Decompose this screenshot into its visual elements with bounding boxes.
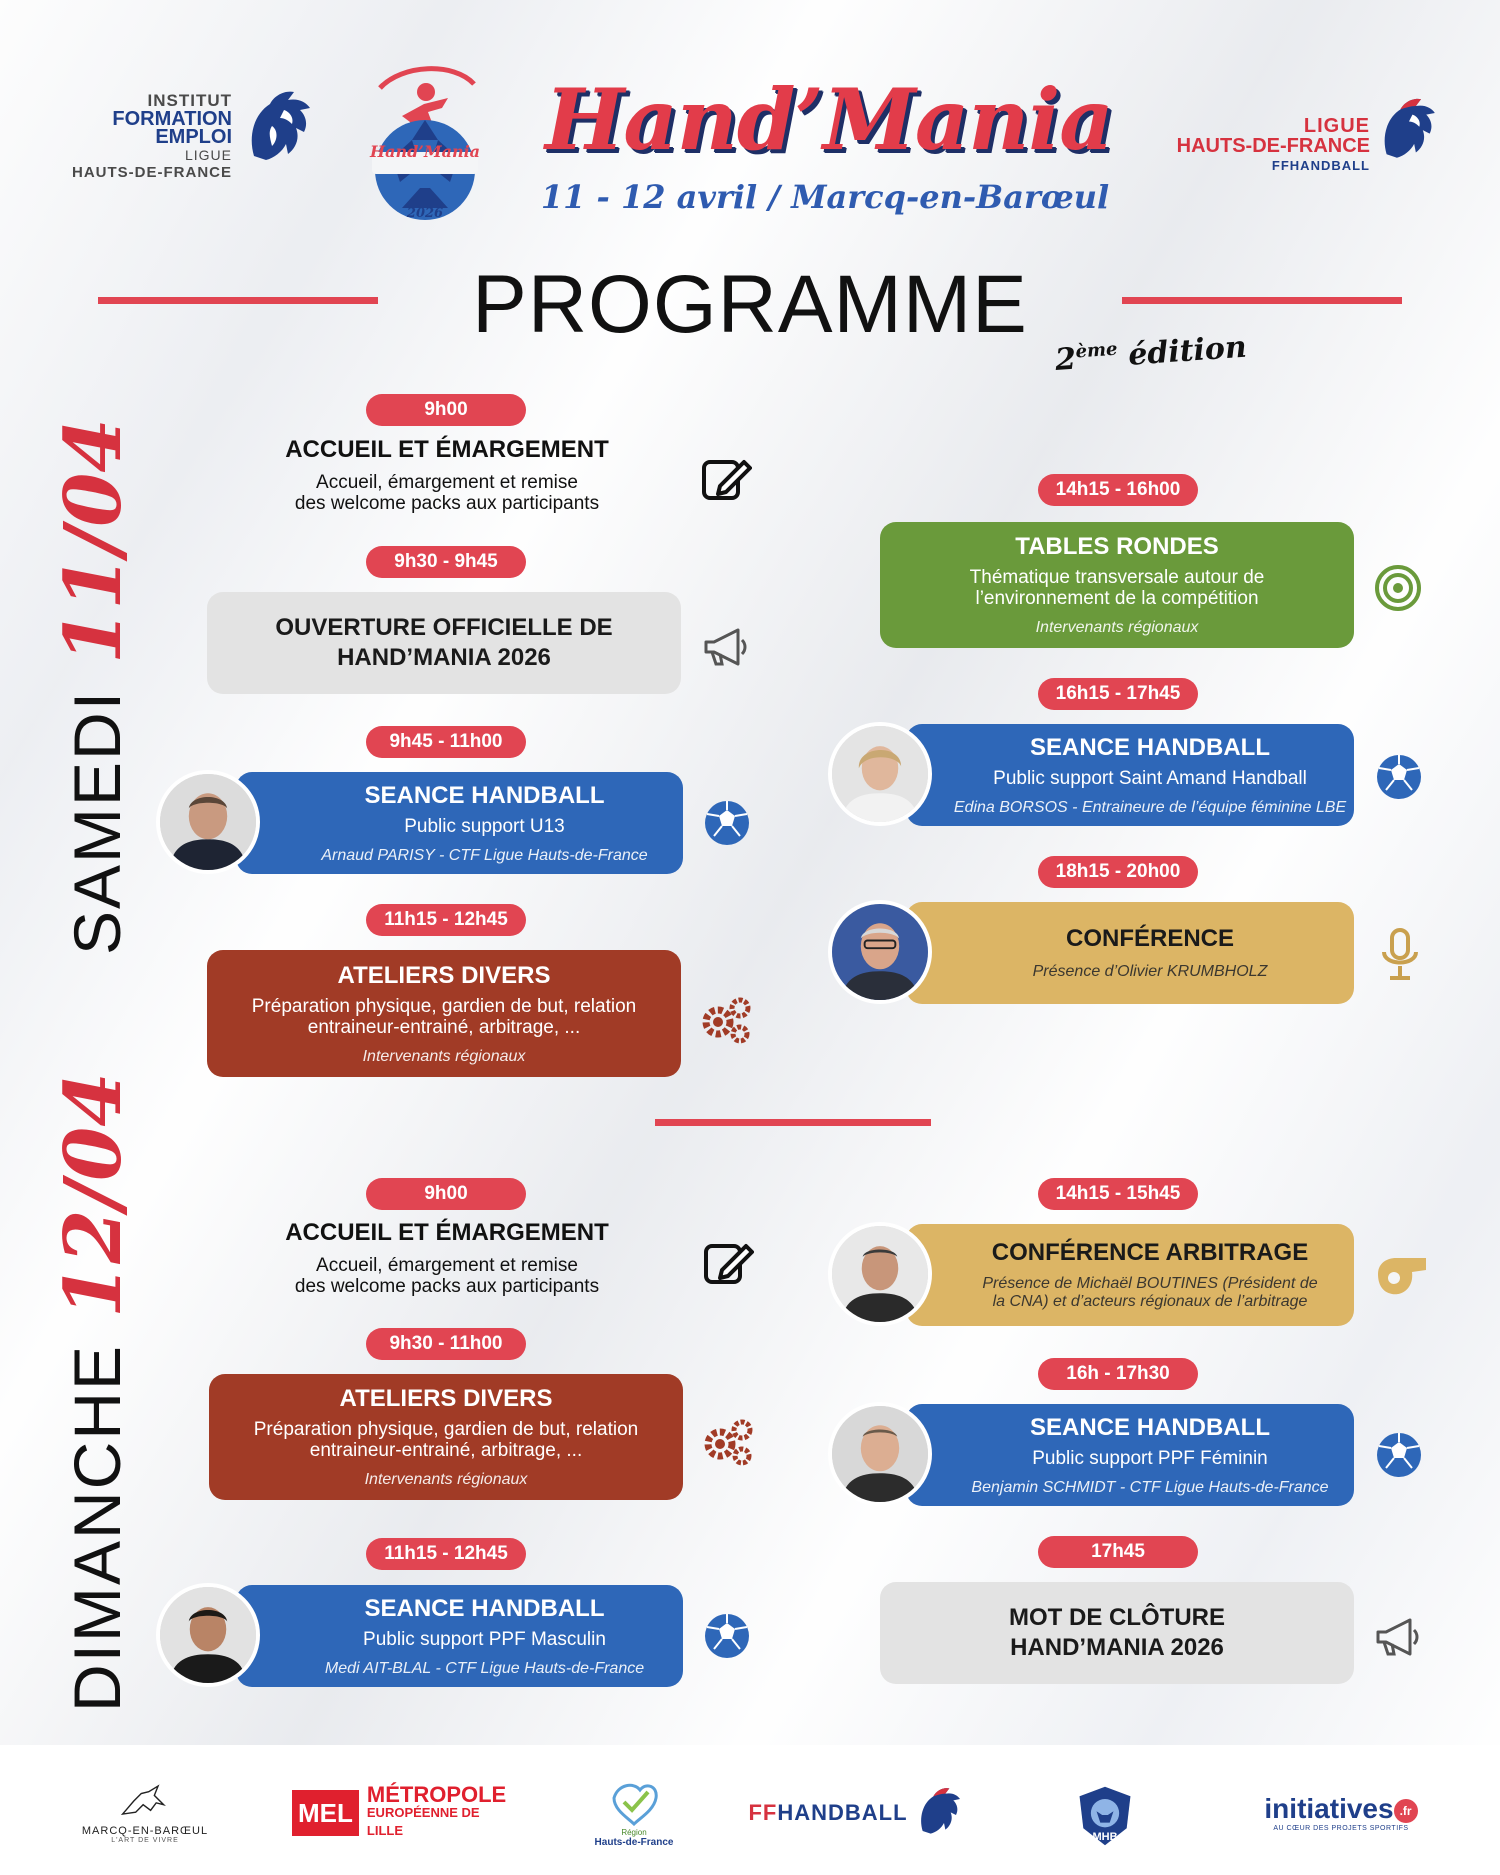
initiatives-logo: initiatives .fr AU CŒUR DES PROJETS SPORTIFS — [1256, 1770, 1426, 1855]
handball-icon — [702, 1611, 752, 1661]
time-pill: 16h15 - 17h45 — [1038, 678, 1198, 710]
gears-icon — [698, 992, 754, 1048]
speaker-avatar — [156, 770, 260, 874]
day-label-sunday: DIMANCHE 12/04 — [48, 1072, 139, 1712]
speaker-avatar — [828, 1222, 932, 1326]
seance-handball-card: SEANCE HANDBALL Public support PPF Masculin Medi AIT-BLAL - CTF Ligue Hauts-de-France — [236, 1585, 683, 1687]
day-divider — [655, 1119, 931, 1126]
time-pill: 16h - 17h30 — [1038, 1358, 1198, 1390]
brand-title: Hand’Mania — [545, 70, 1113, 169]
time-pill: 14h15 - 15h45 — [1038, 1178, 1198, 1210]
mhb-logo: MHB — [1060, 1770, 1150, 1855]
header-rule-right — [1122, 297, 1402, 304]
speaker-avatar — [156, 1583, 260, 1687]
ateliers-card: ATELIERS DIVERS Préparation physique, gardien de but, relation entraineur-entrainé, arbitrage, ... Intervenants régionaux — [209, 1374, 683, 1500]
microphone-icon — [1378, 926, 1422, 982]
whistle-icon — [1372, 1250, 1430, 1300]
handball-icon — [1374, 752, 1424, 802]
marcq-logo: MARCQ-EN-BARŒUL L'ART DE VIVRE — [70, 1770, 220, 1855]
mel-logo: MEL MÉTROPOLE EUROPÉENNE DE LILLE — [292, 1770, 512, 1855]
accueil-block: ACCUEIL ET ÉMARGEMENT Accueil, émargement et remise des welcome packs aux participants — [285, 1219, 609, 1297]
time-pill: 18h15 - 20h00 — [1038, 856, 1198, 888]
time-pill: 9h45 - 11h00 — [366, 726, 526, 758]
ouverture-card: OUVERTURE OFFICIELLE DE HAND’MANIA 2026 — [207, 592, 681, 694]
ateliers-card: ATELIERS DIVERS Préparation physique, gardien de but, relation entraineur-entrainé, arbitrage, ... Intervenants régionaux — [207, 950, 681, 1077]
target-icon — [1374, 564, 1422, 612]
speaker-avatar — [828, 722, 932, 826]
time-pill: 11h15 - 12h45 — [366, 1538, 526, 1570]
time-pill: 14h15 - 16h00 — [1038, 474, 1198, 506]
cloture-card: MOT DE CLÔTURE HAND’MANIA 2026 — [880, 1582, 1354, 1684]
edit-icon — [700, 1236, 754, 1290]
handmania-badge-logo — [362, 58, 488, 222]
gears-icon — [700, 1414, 756, 1470]
tables-rondes-card: TABLES RONDES Thématique transversale autour de l’environnement de la compétition Intervenants régionaux — [880, 522, 1354, 648]
edition-label: 2ème édition — [1054, 329, 1248, 378]
speaker-avatar — [828, 900, 932, 1004]
speaker-avatar — [828, 1402, 932, 1506]
conference-arbitrage-card: CONFÉRENCE ARBITRAGE Présence de Michaël BOUTINES (Président de la CNA) et d’acteurs régionaux de l’arbitrage — [906, 1224, 1354, 1326]
rooster-logo-icon — [244, 86, 316, 172]
handball-icon — [1374, 1430, 1424, 1480]
day-label-saturday: SAMEDI 11/04 — [48, 418, 139, 955]
ffhandball-logo: FFHANDBALL — [748, 1770, 964, 1855]
seance-handball-card: SEANCE HANDBALL Public support U13 Arnaud PARISY - CTF Ligue Hauts-de-France — [236, 772, 683, 874]
megaphone-icon — [698, 618, 754, 674]
ffh-rooster-icon — [916, 1784, 964, 1842]
megaphone-icon — [1370, 1608, 1426, 1664]
ligue-rooster-icon — [1378, 94, 1440, 170]
brand-subtitle: 11 - 12 avril / Marcq-en-Barœul — [540, 178, 1110, 216]
accueil-block: ACCUEIL ET ÉMARGEMENT Accueil, émargement et remise des welcome packs aux participants — [285, 436, 609, 514]
time-pill: 9h30 - 11h00 — [366, 1328, 526, 1360]
time-pill: 9h00 — [366, 1178, 526, 1210]
horse-icon — [117, 1781, 173, 1821]
seance-handball-card: SEANCE HANDBALL Public support Saint Amand Handball Edina BORSOS - Entraineure de l’équipe féminine LBE — [906, 724, 1354, 826]
handball-icon — [702, 798, 752, 848]
conference-card: CONFÉRENCE Présence d’Olivier KRUMBHOLZ — [906, 902, 1354, 1004]
time-pill: 11h15 - 12h45 — [366, 904, 526, 936]
edit-icon — [698, 452, 752, 506]
ife-logo-text: INSTITUT FORMATION EMPLOI LIGUE HAUTS-DE-FRANCE — [72, 91, 232, 181]
ligue-logo-text: LIGUE HAUTS-DE-FRANCE FFHANDBALL — [1176, 115, 1370, 173]
time-pill: 17h45 — [1038, 1536, 1198, 1568]
time-pill: 9h00 — [366, 394, 526, 426]
time-pill: 9h30 - 9h45 — [366, 546, 526, 578]
header-rule-left — [98, 297, 378, 304]
badge-text: Hand’Mania — [369, 142, 481, 161]
region-map-icon — [603, 1778, 665, 1828]
programme-title: PROGRAMME — [472, 259, 1028, 350]
seance-handball-card: SEANCE HANDBALL Public support PPF Féminin Benjamin SCHMIDT - CTF Ligue Hauts-de-France — [906, 1404, 1354, 1506]
badge-year: 2026 — [406, 206, 444, 221]
region-logo: Région Hauts-de-France — [584, 1770, 684, 1855]
